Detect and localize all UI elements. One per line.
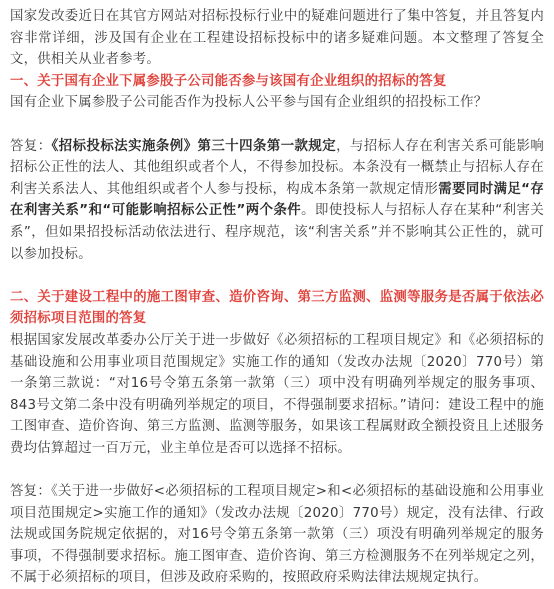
answer-text-continued: 。即使投标人与招标人存在某种“利害关系”，但如果招投标活动依法进行、程序规范，该“利害关系”并不影响其公正性的，就可以参加投标。 bbox=[10, 203, 544, 262]
spacer bbox=[10, 459, 544, 481]
answer-conditions: 需要同时满足“存在利害关系”和“可能影响招标公正性”两个条件 bbox=[10, 181, 544, 219]
spacer bbox=[10, 114, 544, 136]
section1-question: 国有企业下属参股子公司能否作为投标人公平参与国有企业组织的招投标工作？ bbox=[10, 95, 488, 111]
section1-heading: 一、关于国有企业下属参股子公司能否参与该国有企业组织的招标的答复 bbox=[10, 73, 447, 89]
intro-paragraph: 国家发改委近日在其官方网站对招标投标行业中的疑难问题进行了集中答复，并且答复内容非常详细，涉及国有企业在工程建设招标投标中的诸多疑难问题。本文整理了答复全文，供相关从业者参考。 bbox=[10, 9, 544, 68]
section2-answer: 答复：《关于进一步做好<必须招标的工程项目规定>和<必须招标的基础设施和公用事业项目范围规定>实施工作的通知》（发改办法规〔2020〕770号）规定，没有法律、行政法规或国务院规定依据的，对16号令第五条第一款第（三）项没有明确列举规定的服务事项，不得强制要求招标。施工图审查、造价咨询、第三方检测服务不在列举规定之列，不属于必须招标的项目，但涉及政府采购的，按照政府采购法律法规规定执行。 bbox=[10, 484, 544, 586]
answer-prefix: 答复： bbox=[10, 138, 52, 154]
answer-legal-reference: 《招标投标法实施条例》第三十四条第一款规定 bbox=[51, 138, 337, 154]
section1-answer bbox=[10, 136, 544, 266]
section2-question: 根据国家发展改革委办公厅关于进一步做好《必须招标的工程项目规定》和《必须招标的基础设施和公用事业项目范围规定》实施工作的通知（发改办法规〔2020〕770号）第一条第三款说：“对16号令第五条第一款第（三）项中没有明确列举规定的服务事项、843号文第二条中没有明确列举规定的项目，不得强制要求招标。”请问：建设工程中的施工图审查、造价咨询、第三方监测、监测等服务，如果该工程属财政全额投资且上述服务费均估算超过一百万元，业主单位是否可以选择不招标。 bbox=[10, 332, 544, 456]
spacer bbox=[10, 265, 544, 287]
answer-text: ，与招标人存在利害关系可能影响招标公正性的法人、其他组织或者个人，不得参加投标。本条没有一概禁止与招标人存在利害关系法人、其他组织或者个人参与投标，构成本条第一款规定情形 bbox=[10, 138, 544, 197]
section2-heading: 二、关于建设工程中的施工图审查、造价咨询、第三方监测、监测等服务是否属于依法必须招标项目范围的答复 bbox=[10, 289, 544, 327]
